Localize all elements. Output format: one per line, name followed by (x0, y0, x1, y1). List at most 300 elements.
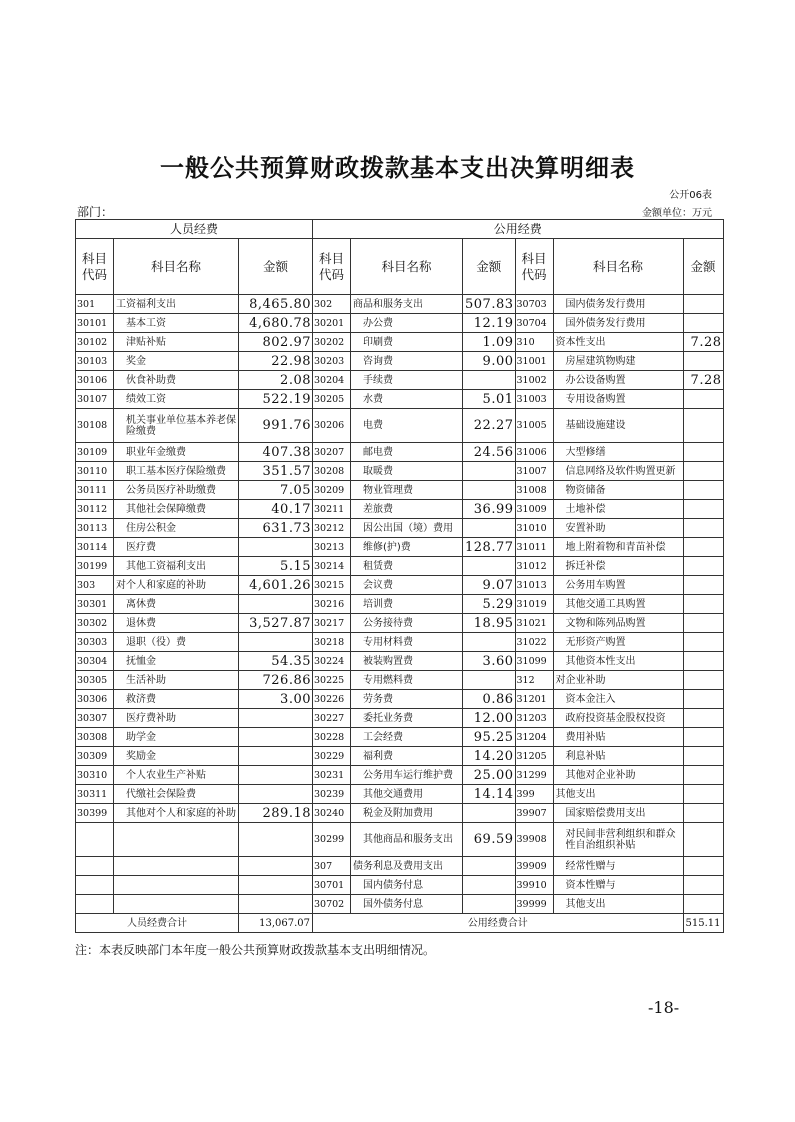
table-row (76, 371, 724, 390)
item-amount-personnel: 8,465.80 (239, 295, 313, 314)
page-title: 一般公共预算财政拨款基本支出决算明细表 (160, 154, 635, 182)
item-code-personnel: 30102 (76, 333, 114, 352)
item-name-personnel: 退休费 (114, 614, 239, 633)
item-amount-personnel (239, 785, 313, 804)
item-name-public: 印刷费 (351, 333, 463, 352)
item-code-public-2: 399 (515, 785, 553, 804)
item-name-public-2: 其他对企业补助 (553, 766, 683, 785)
item-name-public-2: 费用补贴 (553, 728, 683, 747)
table-row (76, 747, 724, 766)
item-amount-public (463, 633, 516, 652)
item-name-public-2: 专用设备购置 (553, 390, 683, 409)
item-name-public-2: 资本性支出 (553, 333, 683, 352)
table-row (76, 652, 724, 671)
item-amount-public (463, 876, 516, 895)
item-code-public-2: 31009 (515, 500, 553, 519)
item-amount-personnel: 726.86 (239, 671, 313, 690)
item-name-personnel: 其他对个人和家庭的补助 (114, 804, 239, 823)
item-code-public-2: 31203 (515, 709, 553, 728)
item-code-public-2: 312 (515, 671, 553, 690)
item-name-personnel: 伙食补助费 (114, 371, 239, 390)
section-public: 公用经费 (313, 220, 724, 239)
item-amount-personnel (239, 766, 313, 785)
item-code-public-2: 31013 (515, 576, 553, 595)
item-amount-personnel: 351.57 (239, 462, 313, 481)
item-amount-public-2 (683, 462, 723, 481)
section-header-row (76, 220, 724, 239)
item-name-public: 专用材料费 (351, 633, 463, 652)
item-amount-public-2 (683, 443, 723, 462)
item-amount-public-2 (683, 595, 723, 614)
item-amount-personnel: 40.17 (239, 500, 313, 519)
item-code-public-2: 30703 (515, 295, 553, 314)
item-amount-public-2 (683, 690, 723, 709)
item-amount-public-2 (683, 500, 723, 519)
item-amount-public: 22.27 (463, 409, 516, 443)
item-code-personnel: 30113 (76, 519, 114, 538)
table-row (76, 614, 724, 633)
item-amount-public: 12.00 (463, 709, 516, 728)
item-code-public-2: 39999 (515, 895, 553, 914)
item-name-public: 委托业务费 (351, 709, 463, 728)
item-code-public: 307 (313, 857, 351, 876)
item-name-public-2: 经常性赠与 (553, 857, 683, 876)
item-name-public-2: 房屋建筑物购建 (553, 352, 683, 371)
item-amount-public-2 (683, 804, 723, 823)
item-code-personnel: 30111 (76, 481, 114, 500)
item-code-public-2: 31007 (515, 462, 553, 481)
item-code-personnel: 30108 (76, 409, 114, 443)
col-name-2: 科目名称 (351, 239, 463, 295)
item-name-public: 工会经费 (351, 728, 463, 747)
item-code-personnel: 30302 (76, 614, 114, 633)
item-name-personnel: 代缴社会保险费 (114, 785, 239, 804)
item-code-public-2: 31002 (515, 371, 553, 390)
item-amount-public-2 (683, 709, 723, 728)
item-code-personnel: 30309 (76, 747, 114, 766)
item-code-public-2: 31021 (515, 614, 553, 633)
item-code-public: 30206 (313, 409, 351, 443)
item-amount-personnel (239, 857, 313, 876)
item-amount-public: 25.00 (463, 766, 516, 785)
item-amount-personnel: 522.19 (239, 390, 313, 409)
item-code-personnel: 30107 (76, 390, 114, 409)
item-code-public: 302 (313, 295, 351, 314)
item-amount-personnel: 289.18 (239, 804, 313, 823)
table-row (76, 500, 724, 519)
item-name-public-2: 土地补偿 (553, 500, 683, 519)
item-amount-public-2 (683, 652, 723, 671)
item-amount-personnel (239, 709, 313, 728)
item-code-public-2: 31011 (515, 538, 553, 557)
item-name-personnel: 工资福利支出 (114, 295, 239, 314)
item-name-personnel: 生活补助 (114, 671, 239, 690)
item-name-public: 取暖费 (351, 462, 463, 481)
table-row (76, 352, 724, 371)
item-name-personnel: 奖金 (114, 352, 239, 371)
item-code-public: 30218 (313, 633, 351, 652)
item-amount-public-2 (683, 747, 723, 766)
item-name-personnel: 离休费 (114, 595, 239, 614)
item-amount-personnel (239, 595, 313, 614)
item-amount-public: 24.56 (463, 443, 516, 462)
item-name-personnel: 基本工资 (114, 314, 239, 333)
item-name-personnel: 职工基本医疗保险缴费 (114, 462, 239, 481)
item-name-public: 手续费 (351, 371, 463, 390)
item-name-public: 国内债务付息 (351, 876, 463, 895)
item-name-public-2: 基础设施建设 (553, 409, 683, 443)
item-name-public: 会议费 (351, 576, 463, 595)
item-name-personnel: 医疗费补助 (114, 709, 239, 728)
item-name-public: 物业管理费 (351, 481, 463, 500)
item-code-personnel: 30304 (76, 652, 114, 671)
totals-row (76, 914, 724, 933)
item-name-public-2: 其他交通工具购置 (553, 595, 683, 614)
item-code-public-2: 31008 (515, 481, 553, 500)
item-code-public-2: 31205 (515, 747, 553, 766)
item-amount-personnel: 3,527.87 (239, 614, 313, 633)
item-name-public-2: 文物和陈列品购置 (553, 614, 683, 633)
item-name-public-2: 地上附着物和青苗补偿 (553, 538, 683, 557)
item-name-public-2: 对企业补助 (553, 671, 683, 690)
table-row (76, 390, 724, 409)
item-name-public: 其他交通费用 (351, 785, 463, 804)
item-name-personnel (114, 895, 239, 914)
item-code-public-2: 31099 (515, 652, 553, 671)
item-code-public-2: 31299 (515, 766, 553, 785)
item-code-public-2: 31022 (515, 633, 553, 652)
item-amount-personnel: 7.05 (239, 481, 313, 500)
item-amount-public (463, 557, 516, 576)
item-amount-public (463, 804, 516, 823)
item-code-personnel: 30112 (76, 500, 114, 519)
item-amount-personnel (239, 823, 313, 857)
item-name-public-2: 其他支出 (553, 895, 683, 914)
item-amount-public: 14.14 (463, 785, 516, 804)
item-code-public: 30205 (313, 390, 351, 409)
item-amount-public-2 (683, 481, 723, 500)
item-name-personnel (114, 876, 239, 895)
item-code-personnel: 30106 (76, 371, 114, 390)
table-row (76, 671, 724, 690)
col-code-2: 科目代码 (313, 239, 351, 295)
table-body (76, 295, 724, 914)
item-code-personnel (76, 876, 114, 895)
item-code-personnel: 30399 (76, 804, 114, 823)
item-code-personnel: 30308 (76, 728, 114, 747)
item-name-public-2: 利息补贴 (553, 747, 683, 766)
item-name-public: 电费 (351, 409, 463, 443)
item-name-public: 福利费 (351, 747, 463, 766)
item-name-public-2: 国外债务发行费用 (553, 314, 683, 333)
item-code-public: 30209 (313, 481, 351, 500)
table-number: 公开06表 (669, 190, 712, 201)
item-name-personnel: 机关事业单位基本养老保险缴费 (114, 409, 239, 443)
item-amount-public-2: 7.28 (683, 333, 723, 352)
item-code-personnel: 303 (76, 576, 114, 595)
item-name-personnel: 绩效工资 (114, 390, 239, 409)
item-amount-public-2 (683, 633, 723, 652)
item-amount-public-2 (683, 823, 723, 857)
item-code-personnel: 30109 (76, 443, 114, 462)
item-code-public-2: 31019 (515, 595, 553, 614)
page-number: -18- (648, 998, 680, 1017)
item-code-public: 30214 (313, 557, 351, 576)
item-amount-public (463, 371, 516, 390)
item-amount-public: 18.95 (463, 614, 516, 633)
item-amount-public (463, 519, 516, 538)
item-code-public: 30207 (313, 443, 351, 462)
item-name-public-2: 其他资本性支出 (553, 652, 683, 671)
item-name-personnel: 奖励金 (114, 747, 239, 766)
item-code-public-2: 39907 (515, 804, 553, 823)
item-code-public: 30228 (313, 728, 351, 747)
item-code-personnel (76, 857, 114, 876)
table-row (76, 633, 724, 652)
personnel-total-amount: 13,067.07 (239, 914, 313, 933)
item-amount-personnel: 54.35 (239, 652, 313, 671)
col-name-1: 科目名称 (114, 239, 239, 295)
item-code-public: 30202 (313, 333, 351, 352)
table-row (76, 333, 724, 352)
personnel-total-label: 人员经费合计 (76, 914, 239, 933)
item-code-public-2: 39909 (515, 857, 553, 876)
item-code-public: 30229 (313, 747, 351, 766)
item-amount-public: 5.01 (463, 390, 516, 409)
item-amount-personnel: 631.73 (239, 519, 313, 538)
item-amount-public-2 (683, 295, 723, 314)
col-amount-3: 金额 (683, 239, 723, 295)
item-name-public-2: 资本金注入 (553, 690, 683, 709)
item-code-personnel: 30311 (76, 785, 114, 804)
public-total-label: 公用经费合计 (313, 914, 684, 933)
item-amount-personnel (239, 538, 313, 557)
item-amount-public-2 (683, 576, 723, 595)
item-name-personnel: 个人农业生产补贴 (114, 766, 239, 785)
item-name-public: 维修(护)费 (351, 538, 463, 557)
item-code-public-2: 31005 (515, 409, 553, 443)
item-name-public-2: 大型修缮 (553, 443, 683, 462)
item-name-public: 租赁费 (351, 557, 463, 576)
item-code-public: 30299 (313, 823, 351, 857)
item-name-public: 邮电费 (351, 443, 463, 462)
item-name-personnel: 其他工资福利支出 (114, 557, 239, 576)
item-amount-personnel (239, 633, 313, 652)
item-name-public: 专用燃料费 (351, 671, 463, 690)
item-name-public: 差旅费 (351, 500, 463, 519)
item-code-public-2: 39910 (515, 876, 553, 895)
item-amount-public-2: 7.28 (683, 371, 723, 390)
item-amount-personnel (239, 876, 313, 895)
col-amount-2: 金额 (463, 239, 516, 295)
column-header-row (76, 239, 724, 295)
item-code-public-2: 31003 (515, 390, 553, 409)
item-code-public-2: 31010 (515, 519, 553, 538)
item-amount-public: 128.77 (463, 538, 516, 557)
item-amount-public: 1.09 (463, 333, 516, 352)
item-amount-personnel: 4,680.78 (239, 314, 313, 333)
item-code-public: 30240 (313, 804, 351, 823)
expenditure-table (75, 219, 724, 933)
item-name-public-2: 政府投资基金股权投资 (553, 709, 683, 728)
item-amount-public-2 (683, 557, 723, 576)
table-row (76, 595, 724, 614)
item-code-personnel: 30110 (76, 462, 114, 481)
item-name-public: 税金及附加费用 (351, 804, 463, 823)
item-code-public-2: 30704 (515, 314, 553, 333)
item-amount-personnel: 407.38 (239, 443, 313, 462)
item-amount-public (463, 671, 516, 690)
item-amount-public-2 (683, 614, 723, 633)
item-name-public-2: 资本性赠与 (553, 876, 683, 895)
col-code-1: 科目代码 (76, 239, 114, 295)
table-row (76, 576, 724, 595)
item-amount-public: 14.20 (463, 747, 516, 766)
item-name-public-2: 办公设备购置 (553, 371, 683, 390)
item-name-public: 国外债务付息 (351, 895, 463, 914)
item-code-personnel: 301 (76, 295, 114, 314)
table-row (76, 728, 724, 747)
item-amount-public: 507.83 (463, 295, 516, 314)
item-code-personnel: 30114 (76, 538, 114, 557)
item-code-personnel: 30306 (76, 690, 114, 709)
item-code-public-2: 31012 (515, 557, 553, 576)
item-name-public-2: 物资储备 (553, 481, 683, 500)
col-amount-1: 金额 (239, 239, 313, 295)
item-code-public: 30226 (313, 690, 351, 709)
item-amount-public: 69.59 (463, 823, 516, 857)
item-name-public: 公务接待费 (351, 614, 463, 633)
item-name-personnel: 抚恤金 (114, 652, 239, 671)
item-name-personnel: 救济费 (114, 690, 239, 709)
item-name-public-2: 拆迁补偿 (553, 557, 683, 576)
section-personnel: 人员经费 (76, 220, 313, 239)
item-code-personnel: 30303 (76, 633, 114, 652)
unit-label: 金额单位：万元 (642, 208, 712, 219)
item-amount-personnel (239, 895, 313, 914)
item-amount-public-2 (683, 728, 723, 747)
item-name-public: 公务用车运行维护费 (351, 766, 463, 785)
item-code-public: 30208 (313, 462, 351, 481)
item-amount-public: 12.19 (463, 314, 516, 333)
item-code-personnel (76, 895, 114, 914)
item-name-personnel: 对个人和家庭的补助 (114, 576, 239, 595)
item-code-public: 30204 (313, 371, 351, 390)
item-amount-public (463, 857, 516, 876)
item-amount-public-2 (683, 766, 723, 785)
item-name-public-2: 安置补助 (553, 519, 683, 538)
item-code-public: 30215 (313, 576, 351, 595)
item-name-personnel: 其他社会保障缴费 (114, 500, 239, 519)
item-name-public: 办公费 (351, 314, 463, 333)
item-name-public: 水费 (351, 390, 463, 409)
item-code-personnel: 30305 (76, 671, 114, 690)
item-name-public: 培训费 (351, 595, 463, 614)
item-code-public: 30701 (313, 876, 351, 895)
item-name-public-2: 国内债务发行费用 (553, 295, 683, 314)
item-amount-public: 36.99 (463, 500, 516, 519)
item-name-public-2: 信息网络及软件购置更新 (553, 462, 683, 481)
item-amount-public-2 (683, 409, 723, 443)
table-row (76, 557, 724, 576)
item-name-public-2: 无形资产购置 (553, 633, 683, 652)
item-code-public: 30231 (313, 766, 351, 785)
item-amount-public-2 (683, 519, 723, 538)
table-row (76, 443, 724, 462)
table-row (76, 519, 724, 538)
item-code-public: 30224 (313, 652, 351, 671)
item-amount-public-2 (683, 785, 723, 804)
item-amount-public: 95.25 (463, 728, 516, 747)
item-code-public-2: 31201 (515, 690, 553, 709)
table-row (76, 409, 724, 443)
item-code-public: 30239 (313, 785, 351, 804)
item-name-public: 劳务费 (351, 690, 463, 709)
col-code-3: 科目代码 (515, 239, 553, 295)
table-row (76, 876, 724, 895)
item-code-personnel: 30307 (76, 709, 114, 728)
item-code-public-2: 31001 (515, 352, 553, 371)
item-code-personnel: 30199 (76, 557, 114, 576)
item-amount-personnel: 991.76 (239, 409, 313, 443)
item-code-public: 30203 (313, 352, 351, 371)
table-row (76, 857, 724, 876)
item-amount-public: 5.29 (463, 595, 516, 614)
item-amount-public-2 (683, 876, 723, 895)
item-name-personnel (114, 823, 239, 857)
public-total-amount: 515.11 (683, 914, 723, 933)
item-amount-personnel (239, 728, 313, 747)
table-row (76, 804, 724, 823)
item-code-public: 30225 (313, 671, 351, 690)
item-code-public: 30227 (313, 709, 351, 728)
item-amount-public-2 (683, 857, 723, 876)
item-name-public-2: 其他支出 (553, 785, 683, 804)
item-code-public-2: 310 (515, 333, 553, 352)
item-name-personnel: 退职（役）费 (114, 633, 239, 652)
item-amount-personnel (239, 747, 313, 766)
table-row (76, 462, 724, 481)
item-name-personnel: 医疗费 (114, 538, 239, 557)
item-code-public-2: 31006 (515, 443, 553, 462)
item-code-public: 30213 (313, 538, 351, 557)
item-amount-public: 0.86 (463, 690, 516, 709)
item-amount-public: 9.00 (463, 352, 516, 371)
item-amount-public: 9.07 (463, 576, 516, 595)
footnote: 注：本表反映部门本年度一般公共预算财政拨款基本支出明细情况。 (75, 943, 436, 957)
department-label: 部门： (77, 205, 114, 219)
table-row (76, 481, 724, 500)
item-code-personnel: 30310 (76, 766, 114, 785)
item-code-public: 30211 (313, 500, 351, 519)
col-name-3: 科目名称 (553, 239, 683, 295)
item-code-personnel: 30301 (76, 595, 114, 614)
item-name-personnel: 住房公积金 (114, 519, 239, 538)
item-amount-personnel: 802.97 (239, 333, 313, 352)
item-amount-public (463, 462, 516, 481)
item-amount-public: 3.60 (463, 652, 516, 671)
item-name-public-2: 对民间非营利组织和群众性自治组织补贴 (553, 823, 683, 857)
item-amount-public (463, 481, 516, 500)
item-name-public: 其他商品和服务支出 (351, 823, 463, 857)
item-amount-public (463, 895, 516, 914)
item-code-personnel (76, 823, 114, 857)
item-amount-personnel: 2.08 (239, 371, 313, 390)
table-row (76, 538, 724, 557)
item-code-personnel: 30103 (76, 352, 114, 371)
item-code-public-2: 39908 (515, 823, 553, 857)
table-row (76, 690, 724, 709)
